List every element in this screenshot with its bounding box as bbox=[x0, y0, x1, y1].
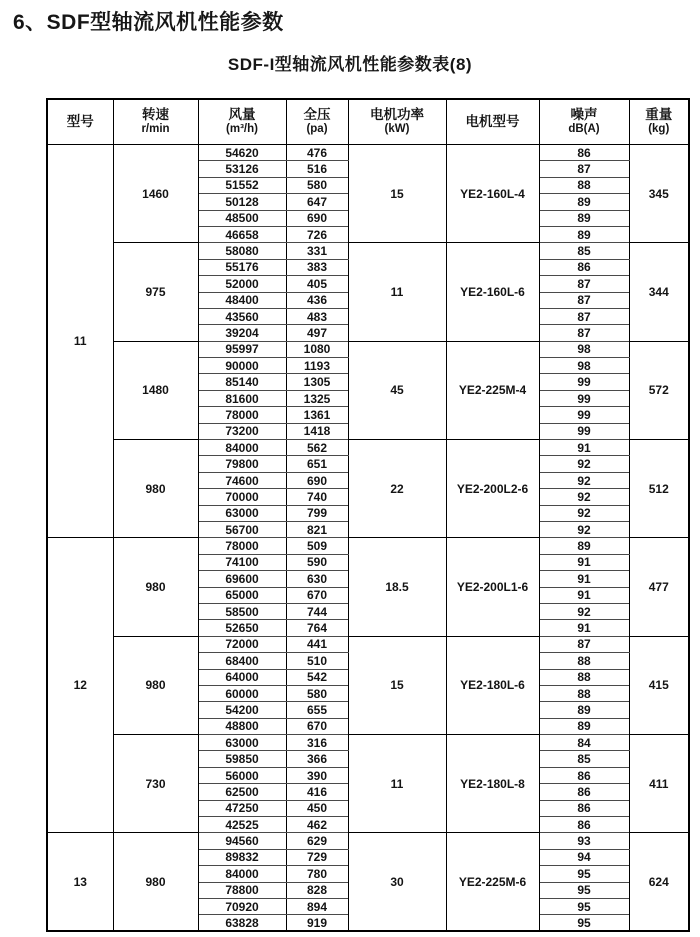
table-row bbox=[47, 243, 689, 259]
airflow-cell: 64000 bbox=[198, 669, 286, 685]
pressure-cell: 764 bbox=[286, 620, 348, 636]
noise-cell: 87 bbox=[539, 161, 629, 177]
pressure-cell: 331 bbox=[286, 243, 348, 259]
power-cell: 11 bbox=[348, 243, 446, 341]
power-cell: 18.5 bbox=[348, 538, 446, 636]
airflow-cell: 59850 bbox=[198, 751, 286, 767]
airflow-cell: 39204 bbox=[198, 325, 286, 341]
pressure-cell: 799 bbox=[286, 505, 348, 521]
airflow-cell: 47250 bbox=[198, 800, 286, 816]
pressure-cell: 1418 bbox=[286, 423, 348, 439]
airflow-cell: 90000 bbox=[198, 358, 286, 374]
noise-cell: 98 bbox=[539, 358, 629, 374]
airflow-cell: 94560 bbox=[198, 833, 286, 849]
pressure-cell: 744 bbox=[286, 603, 348, 619]
airflow-cell: 58500 bbox=[198, 603, 286, 619]
column-header-model: 型号 bbox=[47, 99, 113, 145]
motor-model-cell: YE2-160L-6 bbox=[446, 243, 539, 341]
pressure-cell: 462 bbox=[286, 817, 348, 833]
airflow-cell: 51552 bbox=[198, 177, 286, 193]
airflow-cell: 70000 bbox=[198, 489, 286, 505]
pressure-cell: 580 bbox=[286, 177, 348, 193]
pressure-cell: 366 bbox=[286, 751, 348, 767]
noise-cell: 91 bbox=[539, 440, 629, 456]
airflow-cell: 69600 bbox=[198, 571, 286, 587]
airflow-cell: 56000 bbox=[198, 767, 286, 783]
weight-cell: 512 bbox=[629, 440, 689, 538]
pressure-cell: 647 bbox=[286, 194, 348, 210]
noise-cell: 87 bbox=[539, 325, 629, 341]
motor-model-cell: YE2-200L2-6 bbox=[446, 440, 539, 538]
table-body bbox=[47, 145, 689, 932]
power-cell: 22 bbox=[348, 440, 446, 538]
column-header-pressure: 全压 (pa) bbox=[286, 99, 348, 145]
motor-model-cell: YE2-225M-6 bbox=[446, 833, 539, 931]
noise-cell: 86 bbox=[539, 817, 629, 833]
pressure-cell: 316 bbox=[286, 735, 348, 751]
pressure-cell: 476 bbox=[286, 145, 348, 161]
pressure-cell: 390 bbox=[286, 767, 348, 783]
pressure-cell: 690 bbox=[286, 472, 348, 488]
airflow-cell: 48800 bbox=[198, 718, 286, 734]
pressure-cell: 1080 bbox=[286, 341, 348, 357]
pressure-cell: 690 bbox=[286, 210, 348, 226]
pressure-cell: 630 bbox=[286, 571, 348, 587]
pressure-cell: 1325 bbox=[286, 390, 348, 406]
noise-cell: 84 bbox=[539, 735, 629, 751]
power-cell: 15 bbox=[348, 636, 446, 734]
noise-cell: 89 bbox=[539, 194, 629, 210]
pressure-cell: 405 bbox=[286, 276, 348, 292]
pressure-cell: 651 bbox=[286, 456, 348, 472]
pressure-cell: 497 bbox=[286, 325, 348, 341]
pressure-cell: 740 bbox=[286, 489, 348, 505]
speed-cell: 980 bbox=[113, 833, 198, 931]
airflow-cell: 70920 bbox=[198, 898, 286, 914]
airflow-cell: 84000 bbox=[198, 440, 286, 456]
pressure-cell: 670 bbox=[286, 587, 348, 603]
table-row bbox=[47, 735, 689, 751]
noise-cell: 94 bbox=[539, 849, 629, 865]
column-header-power: 电机功率 (kW) bbox=[348, 99, 446, 145]
fan-performance-table bbox=[46, 98, 690, 932]
airflow-cell: 72000 bbox=[198, 636, 286, 652]
speed-cell: 980 bbox=[113, 636, 198, 734]
column-header-speed-unit: r/min bbox=[141, 123, 170, 136]
speed-cell: 980 bbox=[113, 538, 198, 636]
column-header-power-unit: (kW) bbox=[384, 123, 410, 136]
noise-cell: 91 bbox=[539, 620, 629, 636]
weight-cell: 344 bbox=[629, 243, 689, 341]
pressure-cell: 483 bbox=[286, 308, 348, 324]
pressure-cell: 590 bbox=[286, 554, 348, 570]
motor-model-cell: YE2-180L-8 bbox=[446, 735, 539, 833]
noise-cell: 92 bbox=[539, 603, 629, 619]
column-header-noise: 噪声 dB(A) bbox=[539, 99, 629, 145]
noise-cell: 87 bbox=[539, 308, 629, 324]
airflow-cell: 50128 bbox=[198, 194, 286, 210]
table-header-row bbox=[47, 99, 689, 145]
column-header-weight-unit: (kg) bbox=[648, 123, 670, 136]
pressure-cell: 383 bbox=[286, 259, 348, 275]
airflow-cell: 74100 bbox=[198, 554, 286, 570]
model-cell: 12 bbox=[47, 538, 113, 833]
noise-cell: 92 bbox=[539, 489, 629, 505]
pressure-cell: 580 bbox=[286, 685, 348, 701]
noise-cell: 89 bbox=[539, 226, 629, 242]
column-header-airflow: 风量 (m³/h) bbox=[198, 99, 286, 145]
pressure-cell: 516 bbox=[286, 161, 348, 177]
airflow-cell: 78000 bbox=[198, 538, 286, 554]
noise-cell: 99 bbox=[539, 374, 629, 390]
noise-cell: 89 bbox=[539, 210, 629, 226]
power-cell: 45 bbox=[348, 341, 446, 439]
table-row bbox=[47, 341, 689, 357]
airflow-cell: 74600 bbox=[198, 472, 286, 488]
pressure-cell: 510 bbox=[286, 653, 348, 669]
noise-cell: 88 bbox=[539, 177, 629, 193]
model-cell: 11 bbox=[47, 145, 113, 538]
pressure-cell: 441 bbox=[286, 636, 348, 652]
table-row bbox=[47, 538, 689, 554]
airflow-cell: 54620 bbox=[198, 145, 286, 161]
pressure-cell: 655 bbox=[286, 702, 348, 718]
pressure-cell: 726 bbox=[286, 226, 348, 242]
noise-cell: 95 bbox=[539, 898, 629, 914]
noise-cell: 92 bbox=[539, 456, 629, 472]
noise-cell: 86 bbox=[539, 800, 629, 816]
pressure-cell: 542 bbox=[286, 669, 348, 685]
noise-cell: 95 bbox=[539, 882, 629, 898]
noise-cell: 88 bbox=[539, 685, 629, 701]
weight-cell: 415 bbox=[629, 636, 689, 734]
airflow-cell: 52000 bbox=[198, 276, 286, 292]
noise-cell: 92 bbox=[539, 521, 629, 537]
airflow-cell: 79800 bbox=[198, 456, 286, 472]
noise-cell: 88 bbox=[539, 653, 629, 669]
airflow-cell: 48400 bbox=[198, 292, 286, 308]
airflow-cell: 68400 bbox=[198, 653, 286, 669]
pressure-cell: 1193 bbox=[286, 358, 348, 374]
pressure-cell: 894 bbox=[286, 898, 348, 914]
weight-cell: 572 bbox=[629, 341, 689, 439]
noise-cell: 87 bbox=[539, 636, 629, 652]
weight-cell: 624 bbox=[629, 833, 689, 931]
pressure-cell: 450 bbox=[286, 800, 348, 816]
motor-model-cell: YE2-160L-4 bbox=[446, 145, 539, 243]
motor-model-cell: YE2-225M-4 bbox=[446, 341, 539, 439]
noise-cell: 86 bbox=[539, 767, 629, 783]
noise-cell: 99 bbox=[539, 407, 629, 423]
noise-cell: 86 bbox=[539, 145, 629, 161]
noise-cell: 99 bbox=[539, 390, 629, 406]
airflow-cell: 43560 bbox=[198, 308, 286, 324]
model-cell: 13 bbox=[47, 833, 113, 931]
airflow-cell: 63000 bbox=[198, 505, 286, 521]
noise-cell: 87 bbox=[539, 276, 629, 292]
pressure-cell: 780 bbox=[286, 866, 348, 882]
noise-cell: 91 bbox=[539, 554, 629, 570]
noise-cell: 87 bbox=[539, 292, 629, 308]
airflow-cell: 54200 bbox=[198, 702, 286, 718]
noise-cell: 85 bbox=[539, 243, 629, 259]
airflow-cell: 48500 bbox=[198, 210, 286, 226]
power-cell: 11 bbox=[348, 735, 446, 833]
pressure-cell: 436 bbox=[286, 292, 348, 308]
noise-cell: 92 bbox=[539, 472, 629, 488]
airflow-cell: 60000 bbox=[198, 685, 286, 701]
pressure-cell: 509 bbox=[286, 538, 348, 554]
noise-cell: 89 bbox=[539, 538, 629, 554]
airflow-cell: 89832 bbox=[198, 849, 286, 865]
airflow-cell: 73200 bbox=[198, 423, 286, 439]
noise-cell: 95 bbox=[539, 866, 629, 882]
noise-cell: 85 bbox=[539, 751, 629, 767]
weight-cell: 411 bbox=[629, 735, 689, 833]
pressure-cell: 1361 bbox=[286, 407, 348, 423]
airflow-cell: 65000 bbox=[198, 587, 286, 603]
pressure-cell: 919 bbox=[286, 915, 348, 931]
column-header-airflow-unit: (m³/h) bbox=[226, 123, 258, 136]
table-title: SDF-I型轴流风机性能参数表(8) bbox=[227, 55, 473, 74]
power-cell: 30 bbox=[348, 833, 446, 931]
pressure-cell: 729 bbox=[286, 849, 348, 865]
airflow-cell: 63000 bbox=[198, 735, 286, 751]
airflow-cell: 85140 bbox=[198, 374, 286, 390]
airflow-cell: 78000 bbox=[198, 407, 286, 423]
pressure-cell: 562 bbox=[286, 440, 348, 456]
speed-cell: 1460 bbox=[113, 145, 198, 243]
speed-cell: 975 bbox=[113, 243, 198, 341]
noise-cell: 93 bbox=[539, 833, 629, 849]
airflow-cell: 78800 bbox=[198, 882, 286, 898]
pressure-cell: 828 bbox=[286, 882, 348, 898]
noise-cell: 89 bbox=[539, 718, 629, 734]
pressure-cell: 1305 bbox=[286, 374, 348, 390]
table-row bbox=[47, 440, 689, 456]
airflow-cell: 55176 bbox=[198, 259, 286, 275]
pressure-cell: 821 bbox=[286, 521, 348, 537]
motor-model-cell: YE2-180L-6 bbox=[446, 636, 539, 734]
airflow-cell: 81600 bbox=[198, 390, 286, 406]
noise-cell: 98 bbox=[539, 341, 629, 357]
noise-cell: 88 bbox=[539, 669, 629, 685]
airflow-cell: 56700 bbox=[198, 521, 286, 537]
column-header-weight: 重量 (kg) bbox=[629, 99, 689, 145]
motor-model-cell: YE2-200L1-6 bbox=[446, 538, 539, 636]
noise-cell: 86 bbox=[539, 784, 629, 800]
noise-cell: 99 bbox=[539, 423, 629, 439]
noise-cell: 92 bbox=[539, 505, 629, 521]
noise-cell: 95 bbox=[539, 915, 629, 931]
pressure-cell: 629 bbox=[286, 833, 348, 849]
power-cell: 15 bbox=[348, 145, 446, 243]
weight-cell: 345 bbox=[629, 145, 689, 243]
table-row bbox=[47, 636, 689, 652]
column-header-motor-model: 电机型号 bbox=[446, 99, 539, 145]
noise-cell: 91 bbox=[539, 571, 629, 587]
pressure-cell: 670 bbox=[286, 718, 348, 734]
speed-cell: 1480 bbox=[113, 341, 198, 439]
column-header-speed: 转速 r/min bbox=[113, 99, 198, 145]
noise-cell: 86 bbox=[539, 259, 629, 275]
weight-cell: 477 bbox=[629, 538, 689, 636]
table-row bbox=[47, 145, 689, 161]
speed-cell: 730 bbox=[113, 735, 198, 833]
airflow-cell: 58080 bbox=[198, 243, 286, 259]
airflow-cell: 53126 bbox=[198, 161, 286, 177]
airflow-cell: 42525 bbox=[198, 817, 286, 833]
airflow-cell: 62500 bbox=[198, 784, 286, 800]
pressure-cell: 416 bbox=[286, 784, 348, 800]
table-row bbox=[47, 833, 689, 849]
airflow-cell: 63828 bbox=[198, 915, 286, 931]
airflow-cell: 84000 bbox=[198, 866, 286, 882]
noise-cell: 91 bbox=[539, 587, 629, 603]
airflow-cell: 95997 bbox=[198, 341, 286, 357]
noise-cell: 89 bbox=[539, 702, 629, 718]
column-header-pressure-unit: (pa) bbox=[306, 123, 328, 136]
page-title: 6、SDF型轴流风机性能参数 bbox=[13, 11, 284, 34]
airflow-cell: 52650 bbox=[198, 620, 286, 636]
column-header-noise-unit: dB(A) bbox=[568, 123, 600, 136]
airflow-cell: 46658 bbox=[198, 226, 286, 242]
speed-cell: 980 bbox=[113, 440, 198, 538]
